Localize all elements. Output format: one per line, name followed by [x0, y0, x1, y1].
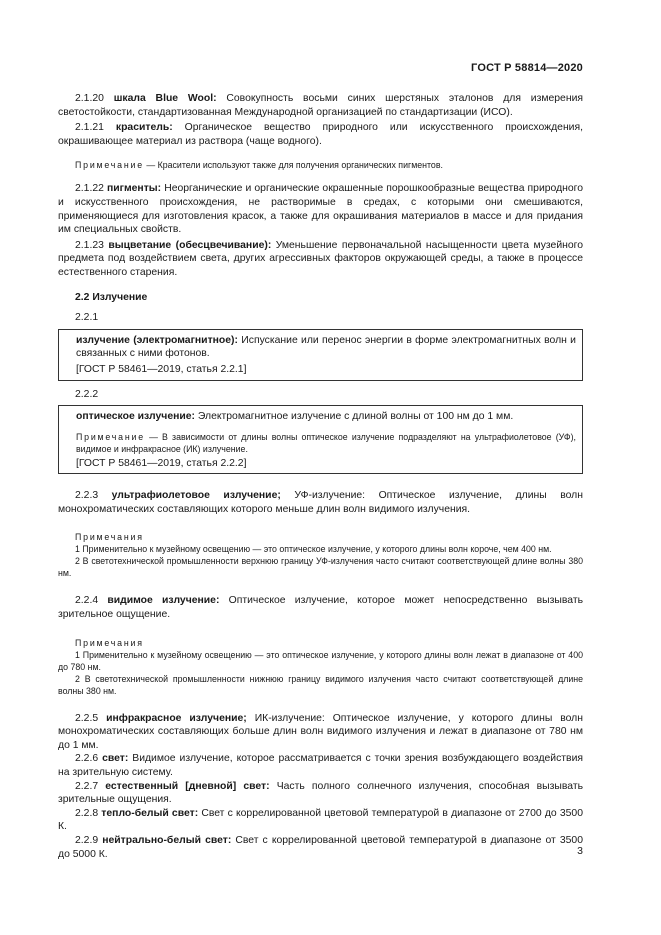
item-number: 2.2.3	[75, 490, 99, 502]
note-label: Примечания	[75, 637, 144, 648]
notes-label-2-2-3	[58, 531, 583, 543]
item-number-2-2-1: 2.2.1	[75, 312, 99, 324]
definition-2-2-7	[58, 780, 583, 807]
term: краситель:	[115, 122, 173, 134]
term: естественный [дневной] свет:	[105, 780, 270, 792]
note-2-2-4-1: 1 Применительно к музейному освещению — это оптическое излучение, у которого длины волн лежат в диапазоне от 400 до 780 нм.	[58, 649, 583, 672]
item-number: 2.1.23	[75, 239, 104, 251]
term: ультрафиолетовое излучение;	[111, 490, 281, 502]
document-body	[58, 92, 583, 861]
item-number: 2.2.7	[75, 780, 99, 792]
definition-text: ИК-излучение: Оптическое излучение, у которого длины волн монохроматических составляющих больше длин волн видимого излучения и лежат в диапазоне от 780 нм до 1 мм.	[58, 712, 583, 751]
definition-2-1-23	[58, 239, 583, 280]
note-label: Примечание	[76, 431, 145, 442]
item-number: 2.2.5	[75, 712, 99, 724]
definition-text: Органическое вещество природного или искусственного происхождения, окрашивающее материал из раствора (чаще водного).	[58, 122, 583, 147]
definition-text: Свет с коррелированной цветовой температурой в диапазоне от 2700 до 3500 К.	[58, 807, 583, 833]
definition-2-1-22	[58, 182, 583, 236]
source-reference: [ГОСТ Р 58461—2019, статья 2.2.1]	[76, 363, 247, 375]
note-2-2-3-1: 1 Применительно к музейному освещению — это оптическое излучение, у которого длины волн короче, чем 400 нм.	[75, 544, 552, 555]
item-number: 2.1.22	[75, 183, 104, 195]
definition-2-2-1	[76, 334, 576, 361]
definition-text: Свет с коррелированной цветовой температурой в диапазоне от 3500 до 5000 К.	[58, 835, 583, 860]
term: выцветание (обесцвечивание):	[108, 239, 272, 251]
term: инфракрасное излучение;	[106, 712, 247, 724]
definition-text: Уменьшение первоначальной насыщенности цвета музейного предмета под воздействием света, других агрессивных факторов окружающей среды, а также в процессе естественного старения.	[58, 239, 583, 278]
source-reference: [ГОСТ Р 58461—2019, статья 2.2.2]	[76, 457, 247, 469]
item-number: 2.1.21	[75, 122, 104, 134]
term: шкала Blue Wool:	[113, 93, 217, 104]
term: излучение (электромагнитное):	[76, 334, 238, 346]
definition-2-2-4	[58, 594, 583, 621]
term: нейтрально-белый свет:	[102, 835, 232, 846]
definition-text: Совокупность восьми синих шерстяных эталонов для измерения светостойкости, стандартизованная Международной организацией по стандартизации (ИСО).	[58, 93, 583, 118]
note-label: Примечание	[75, 160, 144, 171]
page-number: 3	[577, 845, 583, 857]
definition-2-1-21	[58, 121, 583, 148]
item-number: 2.2.4	[75, 595, 99, 607]
item-number: 2.2.9	[75, 835, 99, 846]
definition-box-2-2-2	[58, 405, 583, 474]
definition-2-2-5	[58, 712, 583, 753]
term: тепло-белый свет:	[101, 807, 199, 819]
definition-box-2-2-1	[58, 329, 583, 381]
definition-text: Неорганические и органические окрашенные порошкообразные вещества природного и искусственного происхождения, не растворимые в средах, с которыми они смешиваются, применяющиеся для изготовления красок, а также для окрашивания материалов в массе и для придания им специальных свойств.	[58, 183, 583, 236]
definition-text: Часть полного солнечного излучения, способная вызывать зрительные ощущения.	[58, 780, 584, 806]
definition-2-2-8	[58, 807, 583, 834]
note-label: Примечания	[75, 532, 144, 543]
definition-text: Видимое излучение, которое рассматривается с точки зрения возбуждающего воздействия на зрительную систему.	[58, 753, 583, 779]
notes-label-2-2-4	[58, 637, 583, 649]
note-2-2-4-2: 2 В светотехнической промышленности нижнюю границу видимого излучения часто считают соответствующей длине волны 380 нм.	[58, 673, 583, 696]
term: пигменты:	[106, 183, 162, 195]
document-header-id: ГОСТ Р 58814—2020	[471, 62, 583, 74]
definition-2-1-20	[58, 92, 583, 119]
term: оптическое излучение:	[76, 411, 195, 423]
definition-2-2-9	[58, 834, 583, 861]
definition-text: Испускание или перенос энергии в форме электромагнитных волн и связанных с ними фотонов.	[76, 334, 576, 360]
term: видимое излучение:	[107, 595, 220, 607]
note-text: — Красители используют также для получения органических пигментов.	[143, 160, 443, 171]
note-2-2-2	[76, 431, 576, 455]
item-number-2-2-2: 2.2.2	[75, 388, 99, 400]
item-number: 2.1.20	[75, 93, 104, 104]
definition-2-2-6	[58, 752, 583, 779]
note-2-2-3-2: 2 В светотехнической промышленности верхнюю границу УФ-излучения часто считают соответствующей длине волны 380 нм.	[58, 556, 583, 579]
term: свет:	[102, 753, 129, 765]
item-number: 2.2.8	[75, 807, 99, 819]
definition-text: УФ-излучение: Оптическое излучение, длины волн монохроматических составляющих которого меньше длин волн видимого излучения.	[58, 490, 583, 515]
note-2-1-21	[58, 159, 583, 171]
definition-2-2-2	[76, 410, 576, 424]
definition-text: Оптическое излучение, которое может непосредственно вызывать зрительное ощущение.	[58, 595, 583, 621]
item-number: 2.2.6	[75, 753, 99, 765]
definition-2-2-3	[58, 489, 583, 516]
note-text: — В зависимости от длины волны оптическое излучение подразделяют на ультрафиолетовое (УФ), видимое и инфракрасное (ИК) излучение.	[76, 431, 576, 454]
definition-text: Электромагнитное излучение с длиной волны от 100 нм до 1 мм.	[195, 411, 514, 423]
section-heading-2-2: 2.2 Излучение	[75, 291, 148, 303]
